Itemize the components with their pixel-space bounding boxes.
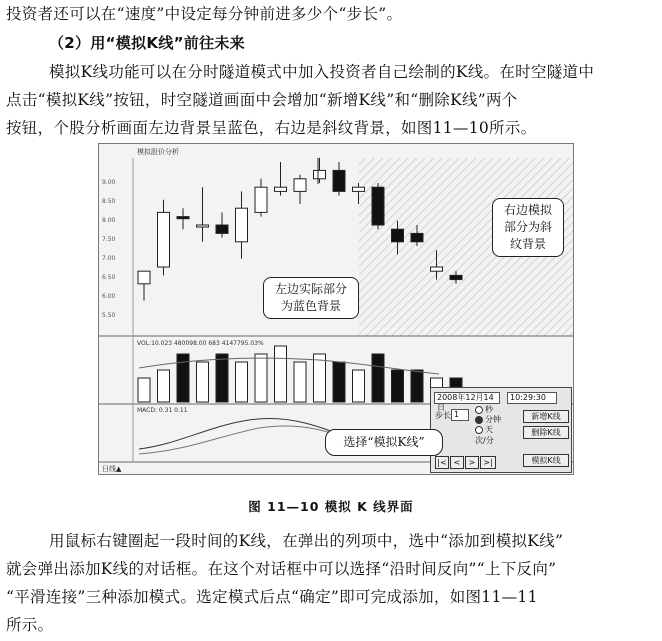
volume-bar: [294, 362, 306, 402]
candle-body: [236, 208, 248, 242]
volume-bar: [255, 354, 267, 402]
candle-body: [411, 233, 423, 241]
nav-last-button[interactable]: >|: [480, 456, 496, 469]
add-kline-button[interactable]: 新增K线: [523, 410, 569, 423]
candle-body: [275, 187, 287, 191]
volume-bar: [275, 346, 287, 402]
time-field[interactable]: 10:29:30: [507, 392, 557, 404]
macd-header: MACD: 0.31 0.11: [137, 407, 188, 414]
chart-header: 模拟股价分析: [137, 148, 179, 156]
candle-body: [294, 179, 306, 192]
step-input[interactable]: 1: [451, 409, 469, 421]
volume-bar: [314, 354, 326, 402]
para1-line1: 模拟K线功能可以在分时隧道模式中加入投资者自己绘制的K线。在时空隧道中: [49, 63, 595, 81]
para1-line3: 按钮，个股分析画面左边背景呈蓝色，右边是斜纹背景，如图11—10所示。: [6, 119, 537, 137]
volume-bar: [392, 370, 404, 402]
daily-tab: 日线▲: [102, 465, 122, 473]
volume-bar: [372, 354, 384, 402]
radio-minute[interactable]: 分钟: [475, 414, 501, 425]
speed-label: 次/分: [475, 436, 494, 445]
section-heading: （2）用“模拟K线”前往未来: [49, 34, 245, 52]
para2-line2: 就会弹出添加K线的对话框。在这个对话框中可以选择“沿时间反向”“上下反向”: [6, 560, 557, 578]
price-label: 6.50: [102, 274, 116, 281]
price-label: 9.00: [102, 179, 116, 186]
candle-body: [314, 170, 326, 178]
para1-line2: 点击“模拟K线”按钮，时空隧道画面中会增加“新增K线”和“删除K线”两个: [6, 91, 518, 109]
price-label: 8.50: [102, 198, 116, 205]
candle-body: [255, 187, 267, 212]
nav-first-button[interactable]: |<: [435, 456, 449, 469]
para2-line3: “平滑连接”三种添加模式。选定模式后点“确定”即可完成添加，如图11—11: [6, 588, 538, 606]
candle-body: [138, 271, 150, 284]
line-0: 投资者还可以在“速度”中设定每分钟前进多少个“步长”。: [6, 5, 403, 23]
candle-body: [431, 267, 443, 271]
price-label: 6.00: [102, 293, 116, 300]
nav-prev-button[interactable]: <: [450, 456, 464, 469]
volume-bar: [353, 370, 365, 402]
date-field[interactable]: 2008年12月14日: [434, 392, 500, 404]
candle-body: [216, 225, 228, 233]
figure-caption: 图 11—10 模拟 K 线界面: [248, 499, 414, 514]
volume-bar: [197, 362, 209, 402]
price-label: 5.50: [102, 312, 116, 319]
candle-body: [353, 187, 365, 191]
candle-body: [333, 170, 345, 191]
candle-body: [197, 225, 209, 227]
callout-select-kline: 选择“模拟K线”: [325, 429, 443, 456]
callout-right: 右边模拟部分为斜纹背景: [492, 198, 564, 257]
figure-simulated-kline: [98, 143, 574, 475]
volume-bar: [411, 370, 423, 402]
radio-second[interactable]: 秒: [475, 404, 493, 415]
price-label: 7.50: [102, 236, 116, 243]
time-tunnel-dialog: [430, 387, 572, 473]
delete-kline-button[interactable]: 删除K线: [523, 426, 569, 439]
step-label: 步长: [435, 411, 451, 420]
volume-bar: [216, 354, 228, 402]
volume-bar: [158, 370, 170, 402]
simulate-kline-button[interactable]: 模拟K线: [523, 454, 569, 467]
candle-body: [177, 217, 189, 219]
candle-body: [372, 187, 384, 225]
radio-day[interactable]: 天: [475, 424, 493, 435]
candle-body: [392, 229, 404, 242]
callout-left: 左边实际部分为蓝色背景: [263, 277, 359, 319]
volume-bar: [138, 378, 150, 402]
nav-next-button[interactable]: >: [465, 456, 479, 469]
price-label: 8.00: [102, 217, 116, 224]
candle-body: [450, 275, 462, 279]
price-label: 7.00: [102, 255, 116, 262]
volume-header: VOL:10.023 480098.00 683 4147795.03%: [137, 340, 264, 347]
para2-line4: 所示。: [6, 616, 54, 634]
para2-line1: 用鼠标右键圈起一段时间的K线，在弹出的列项中，选中“添加到模拟K线”: [49, 532, 564, 550]
volume-bar: [333, 362, 345, 402]
volume-bar: [236, 362, 248, 402]
candle-body: [158, 212, 170, 267]
